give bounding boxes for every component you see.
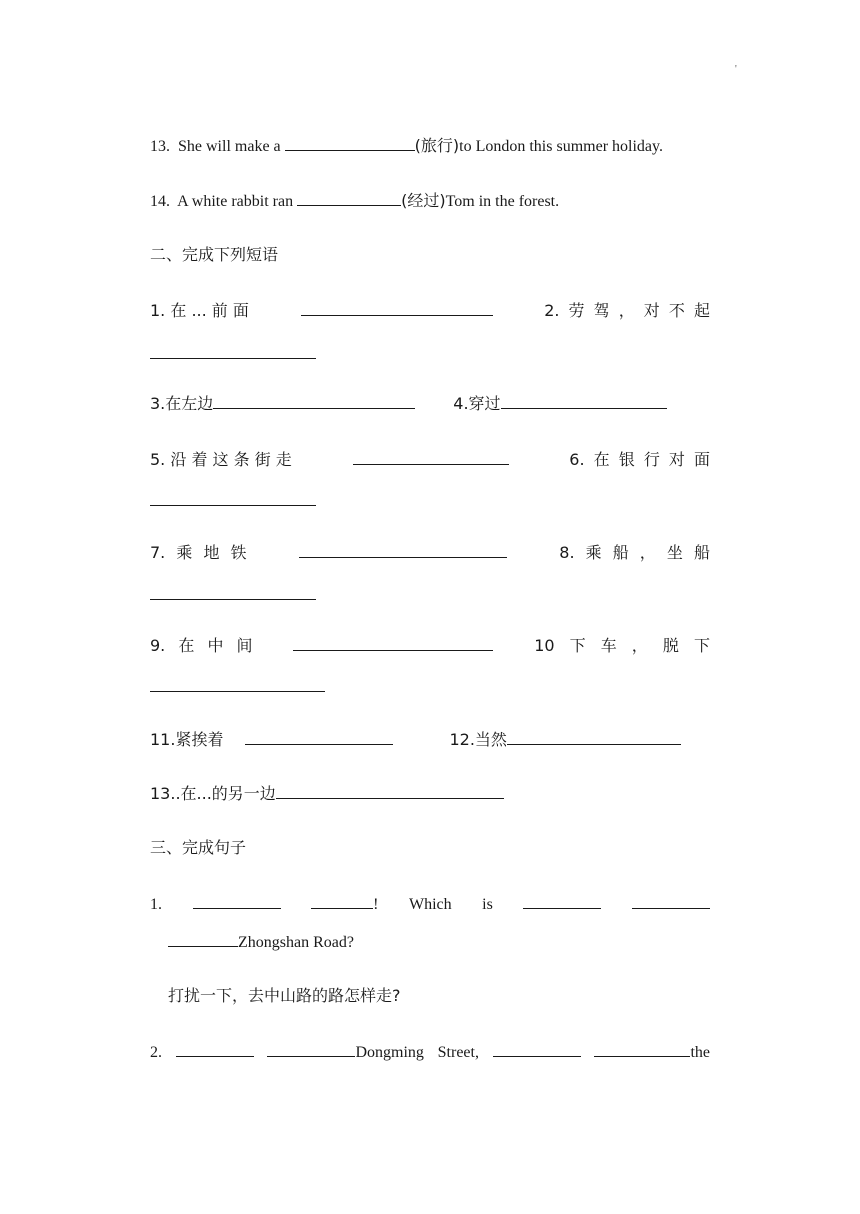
answer-blank[interactable]: [150, 584, 316, 600]
answer-blank[interactable]: [493, 1041, 581, 1057]
answer-blank[interactable]: [267, 1041, 355, 1057]
question-text: She will make a: [178, 138, 281, 155]
translation: 打扰一下，去中山路的路怎样走?: [168, 986, 401, 1005]
phrase-prompt: 11.紧挨着: [150, 730, 224, 749]
answer-blank[interactable]: [501, 393, 667, 409]
answer-blank[interactable]: [523, 893, 601, 909]
answer-blank[interactable]: [301, 300, 493, 316]
question-text: Tom in the forest.: [445, 193, 560, 210]
hint: (旅行): [414, 136, 460, 155]
answer-blank[interactable]: [297, 190, 401, 206]
phrase-prompt: 6. 在 银 行 对 面: [569, 450, 710, 469]
question-text: A white rabbit ran: [177, 193, 294, 210]
answer-blank[interactable]: [213, 393, 415, 409]
section-heading: 二、完成下列短语: [150, 245, 279, 264]
phrase-prompt: 9. 在 中 间: [150, 636, 253, 655]
phrase-row: [150, 542, 710, 563]
question-number: 14.: [150, 193, 170, 210]
sentence-word: the: [690, 1044, 710, 1061]
question-number: 2.: [150, 1044, 162, 1061]
answer-blank[interactable]: [168, 931, 238, 947]
phrase-prompt: 2. 劳 驾 ， 对 不 起: [544, 301, 710, 320]
answer-blank[interactable]: [150, 676, 325, 692]
page-mark: ': [735, 64, 737, 75]
sentence-1-cont: [168, 931, 354, 953]
phrase-row: [150, 300, 710, 321]
answer-blank[interactable]: [276, 783, 504, 799]
exclamation: !: [373, 896, 379, 913]
answer-blank[interactable]: [285, 135, 415, 151]
phrase-prompt: 5. 沿 着 这 条 街 走: [150, 450, 292, 469]
sentence-word: Street,: [437, 1044, 479, 1061]
sentence-word: Zhongshan Road?: [238, 934, 354, 951]
answer-blank[interactable]: [632, 893, 710, 909]
phrase-prompt: 10 下 车 ， 脱 下: [534, 636, 710, 655]
answer-blank[interactable]: [507, 729, 681, 745]
answer-blank[interactable]: [150, 490, 316, 506]
phrase-row: [150, 393, 667, 415]
answer-blank[interactable]: [193, 893, 281, 909]
phrase-prompt: 12.当然: [449, 730, 507, 749]
phrase-row: [150, 449, 710, 470]
sentence-word: Dongming: [355, 1044, 424, 1061]
answer-blank[interactable]: [311, 893, 373, 909]
answer-blank[interactable]: [150, 343, 316, 359]
answer-blank[interactable]: [299, 542, 507, 558]
sentence-word: is: [482, 896, 493, 913]
sentence-word: Which: [408, 896, 452, 913]
phrase-prompt: 4.穿过: [453, 394, 501, 413]
answer-blank[interactable]: [353, 449, 509, 465]
phrase-prompt: 8. 乘 船 ， 坐 船: [559, 543, 710, 562]
phrase-row: [150, 729, 681, 751]
question-14: [150, 190, 559, 212]
answer-blank[interactable]: [176, 1041, 254, 1057]
phrase-prompt: 3.在左边: [150, 394, 214, 413]
answer-blank[interactable]: [594, 1041, 690, 1057]
question-13: [150, 135, 663, 157]
answer-blank[interactable]: [245, 729, 393, 745]
phrase-row: [150, 783, 504, 805]
phrase-prompt: 13..在...的另一边: [150, 784, 276, 803]
hint: (经过): [401, 191, 446, 210]
question-text: to London this summer holiday.: [459, 138, 663, 155]
phrase-prompt: 7. 乘 地 铁: [150, 543, 247, 562]
phrase-row: [150, 635, 710, 656]
sentence-2: [150, 1041, 710, 1063]
question-number: 1.: [150, 896, 162, 913]
section-heading: 三、完成句子: [150, 838, 247, 857]
answer-blank[interactable]: [293, 635, 493, 651]
question-number: 13.: [150, 138, 170, 155]
phrase-prompt: 1. 在 ... 前 面: [150, 301, 249, 320]
sentence-1: [150, 893, 710, 915]
